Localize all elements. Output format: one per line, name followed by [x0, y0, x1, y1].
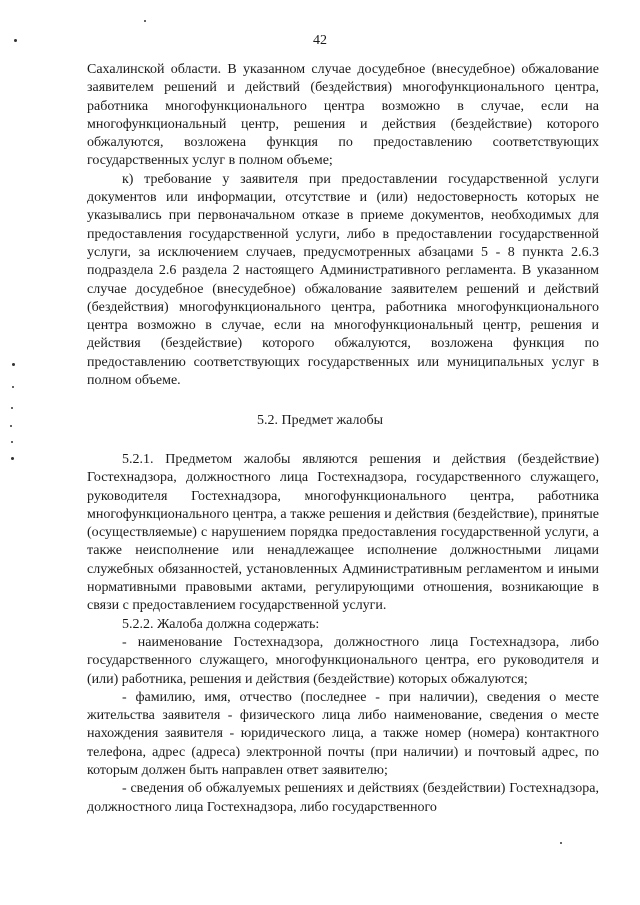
section-one-text [87, 61, 599, 390]
list-item-applicant: - фамилию, имя, отчество (последнее - при наличии), сведения о месте жительства заявителя - физического лица либо наименование, сведения о месте нахождения заявителя - юридического лица, а также номер (номера) контактного телефона, адрес (адреса) электронной почты (при наличии) и почтовый адрес, по которым должен быть направлен ответ заявителю; [87, 689, 599, 779]
scan-speck [12, 363, 15, 366]
section-two-text [87, 451, 599, 817]
scan-speck [144, 20, 146, 22]
section-heading: 5.2. Предмет жалобы [257, 413, 383, 428]
list-item-name: - наименование Гостехнадзора, должностного лица Гостехнадзора, либо государственного служащего, многофункционального центра, его руководителя и (или) работника, решения и действия (бездействие) которых обжалуются; [87, 634, 599, 687]
paragraph-continuation: Сахалинской области. В указанном случае досудебное (внесудебное) обжалование заявителем решений и действий (бездействия) многофункционального центра, работника многофункционального центра возможно в случае, если на многофункциональный центр, решения и действия (бездействие) которого обжалуются, возложена функция по предоставлению соответствующих государственных услуг в полном объеме; [87, 62, 599, 169]
paragraph-5-2-2: 5.2.2. Жалоба должна содержать: [122, 616, 320, 632]
list-item-decisions: - сведения об обжалуемых решениях и действиях (бездействии) Гостехнадзора, должностного лица Гостехнадзора, либо государственного [87, 781, 599, 815]
scan-speck [12, 386, 14, 388]
scan-speck [11, 457, 14, 460]
paragraph-5-2-1: 5.2.1. Предметом жалобы являются решения и действия (бездействие) Гостехнадзора, должностного лица Гостехнадзора, государственного служащего, руководителя Гостехнадзора, многофункционального центра, работника многофункционального центра, а также решения и действия (бездействие), принятые (осуществляемые) с нарушением порядка предоставления государственной услуги, а также неисполнение или ненадлежащее исполнение должностными лицами служебных обязанностей, установленных Административным регламентом и иными нормативными правовыми актами, регулирующими отношения, возникающие в связи с предоставлением государственной услуги. [87, 452, 599, 614]
scan-speck [14, 39, 17, 42]
scan-speck [11, 441, 13, 443]
scan-speck [10, 425, 12, 427]
scan-speck [560, 842, 562, 844]
paragraph-item-k: к) требование у заявителя при предоставлении государственной услуги документов или информации, отсутствие и (или) недостоверность которых не указывались при первоначальном отказе в приеме документов, необходимых для предоставления государственной услуги, либо в предоставлении государственной услуги, за исключением случаев, предусмотренных абзацами 5 - 8 пункта 2.6.3 подраздела 2.6 раздела 2 настоящего Административного регламента. В указанном случае досудебное (внесудебное) обжалование заявителем решений и действий (бездействия) многофункционального центра, работника многофункционального центра возможно в случае, если на многофункциональный центр, решения и действия (бездействие) которого обжалуются, возложена функция по предоставлению соответствующих государственных или муниципальных услуг в полном объеме. [87, 171, 599, 389]
scan-speck [11, 407, 13, 409]
page-number: 42 [313, 33, 327, 48]
